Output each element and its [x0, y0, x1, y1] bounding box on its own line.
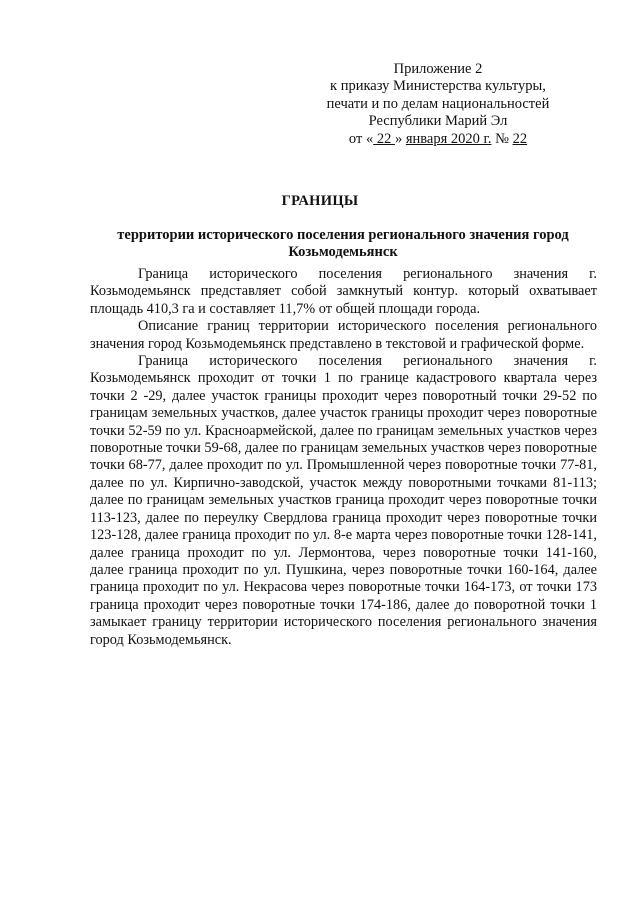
document-title: ГРАНИЦЫ: [281, 193, 359, 209]
appendix-date-line: [288, 131, 588, 148]
paragraph-area: Граница исторического поселения регионального значения г. Козьмодемьянск представляет собой замкнутый контур. который охватывает площадь 410,3 га и составляет 11,7% от общей площади города.: [90, 266, 597, 317]
paragraph-boundary-route: Граница исторического поселения регионального значения г. Козьмодемьянск проходит от точки 1 по границе кадастрового квартала через точки 2 -29, далее участок границы проходит через поворотный точки 29-52 по границам земельных участков, далее участок границы проходит через поворотные точки 52-59 по ул. Красноармейской, далее по границам земельных участков через поворотные точки 59-68, далее по границам земельных участков через поворотные точки 68-77, далее проходит по ул. Промышленной через поворотные точки 77-81, далее по ул. Кирпично-заводской, участок между поворотными точками 81-113; далее по границам земельных участков граница проходит через поворотные точки 113-123, далее по переулку Свердлова граница проходит через поворотные точки 123-128, далее граница проходит по ул. 8-е марта через поворотные точки 128-141, далее граница проходит по ул. Лермонтова, через поворотные точки 141-160, далее граница проходит по ул. Пушкина, через поворотные точки 160-164, далее граница проходит по ул. Некрасова через поворотные точки 164-173, от точки 173 граница проходит через поворотные точки 174-186, далее до поворотной точки 1 замыкает границу территории исторического поселения регионального значения город Козьмодемьянск.: [90, 353, 597, 648]
date-mid: »: [394, 130, 406, 147]
date-prefix: от «: [348, 130, 374, 147]
appendix-header: [288, 61, 588, 148]
appendix-ministry-line: печати и по делам национальностей: [326, 95, 550, 112]
order-number: 22: [512, 130, 528, 147]
date-day: 22: [373, 130, 395, 147]
document-body: [90, 266, 597, 649]
document-subtitle: территории исторического поселения регионального значения город Козьмодемьянск: [117, 227, 569, 260]
paragraph-description: Описание границ территории исторического поселения регионального значения город Козьмодемьянск представлено в текстовой и графической форме.: [90, 318, 597, 352]
appendix-order-line: к приказу Министерства культуры,: [330, 78, 546, 95]
appendix-number: Приложение 2: [393, 61, 483, 77]
appendix-republic-line: Республики Марий Эл: [368, 113, 508, 130]
order-number-prefix: №: [491, 130, 513, 147]
date-month-year: января 2020 г.: [405, 130, 492, 147]
